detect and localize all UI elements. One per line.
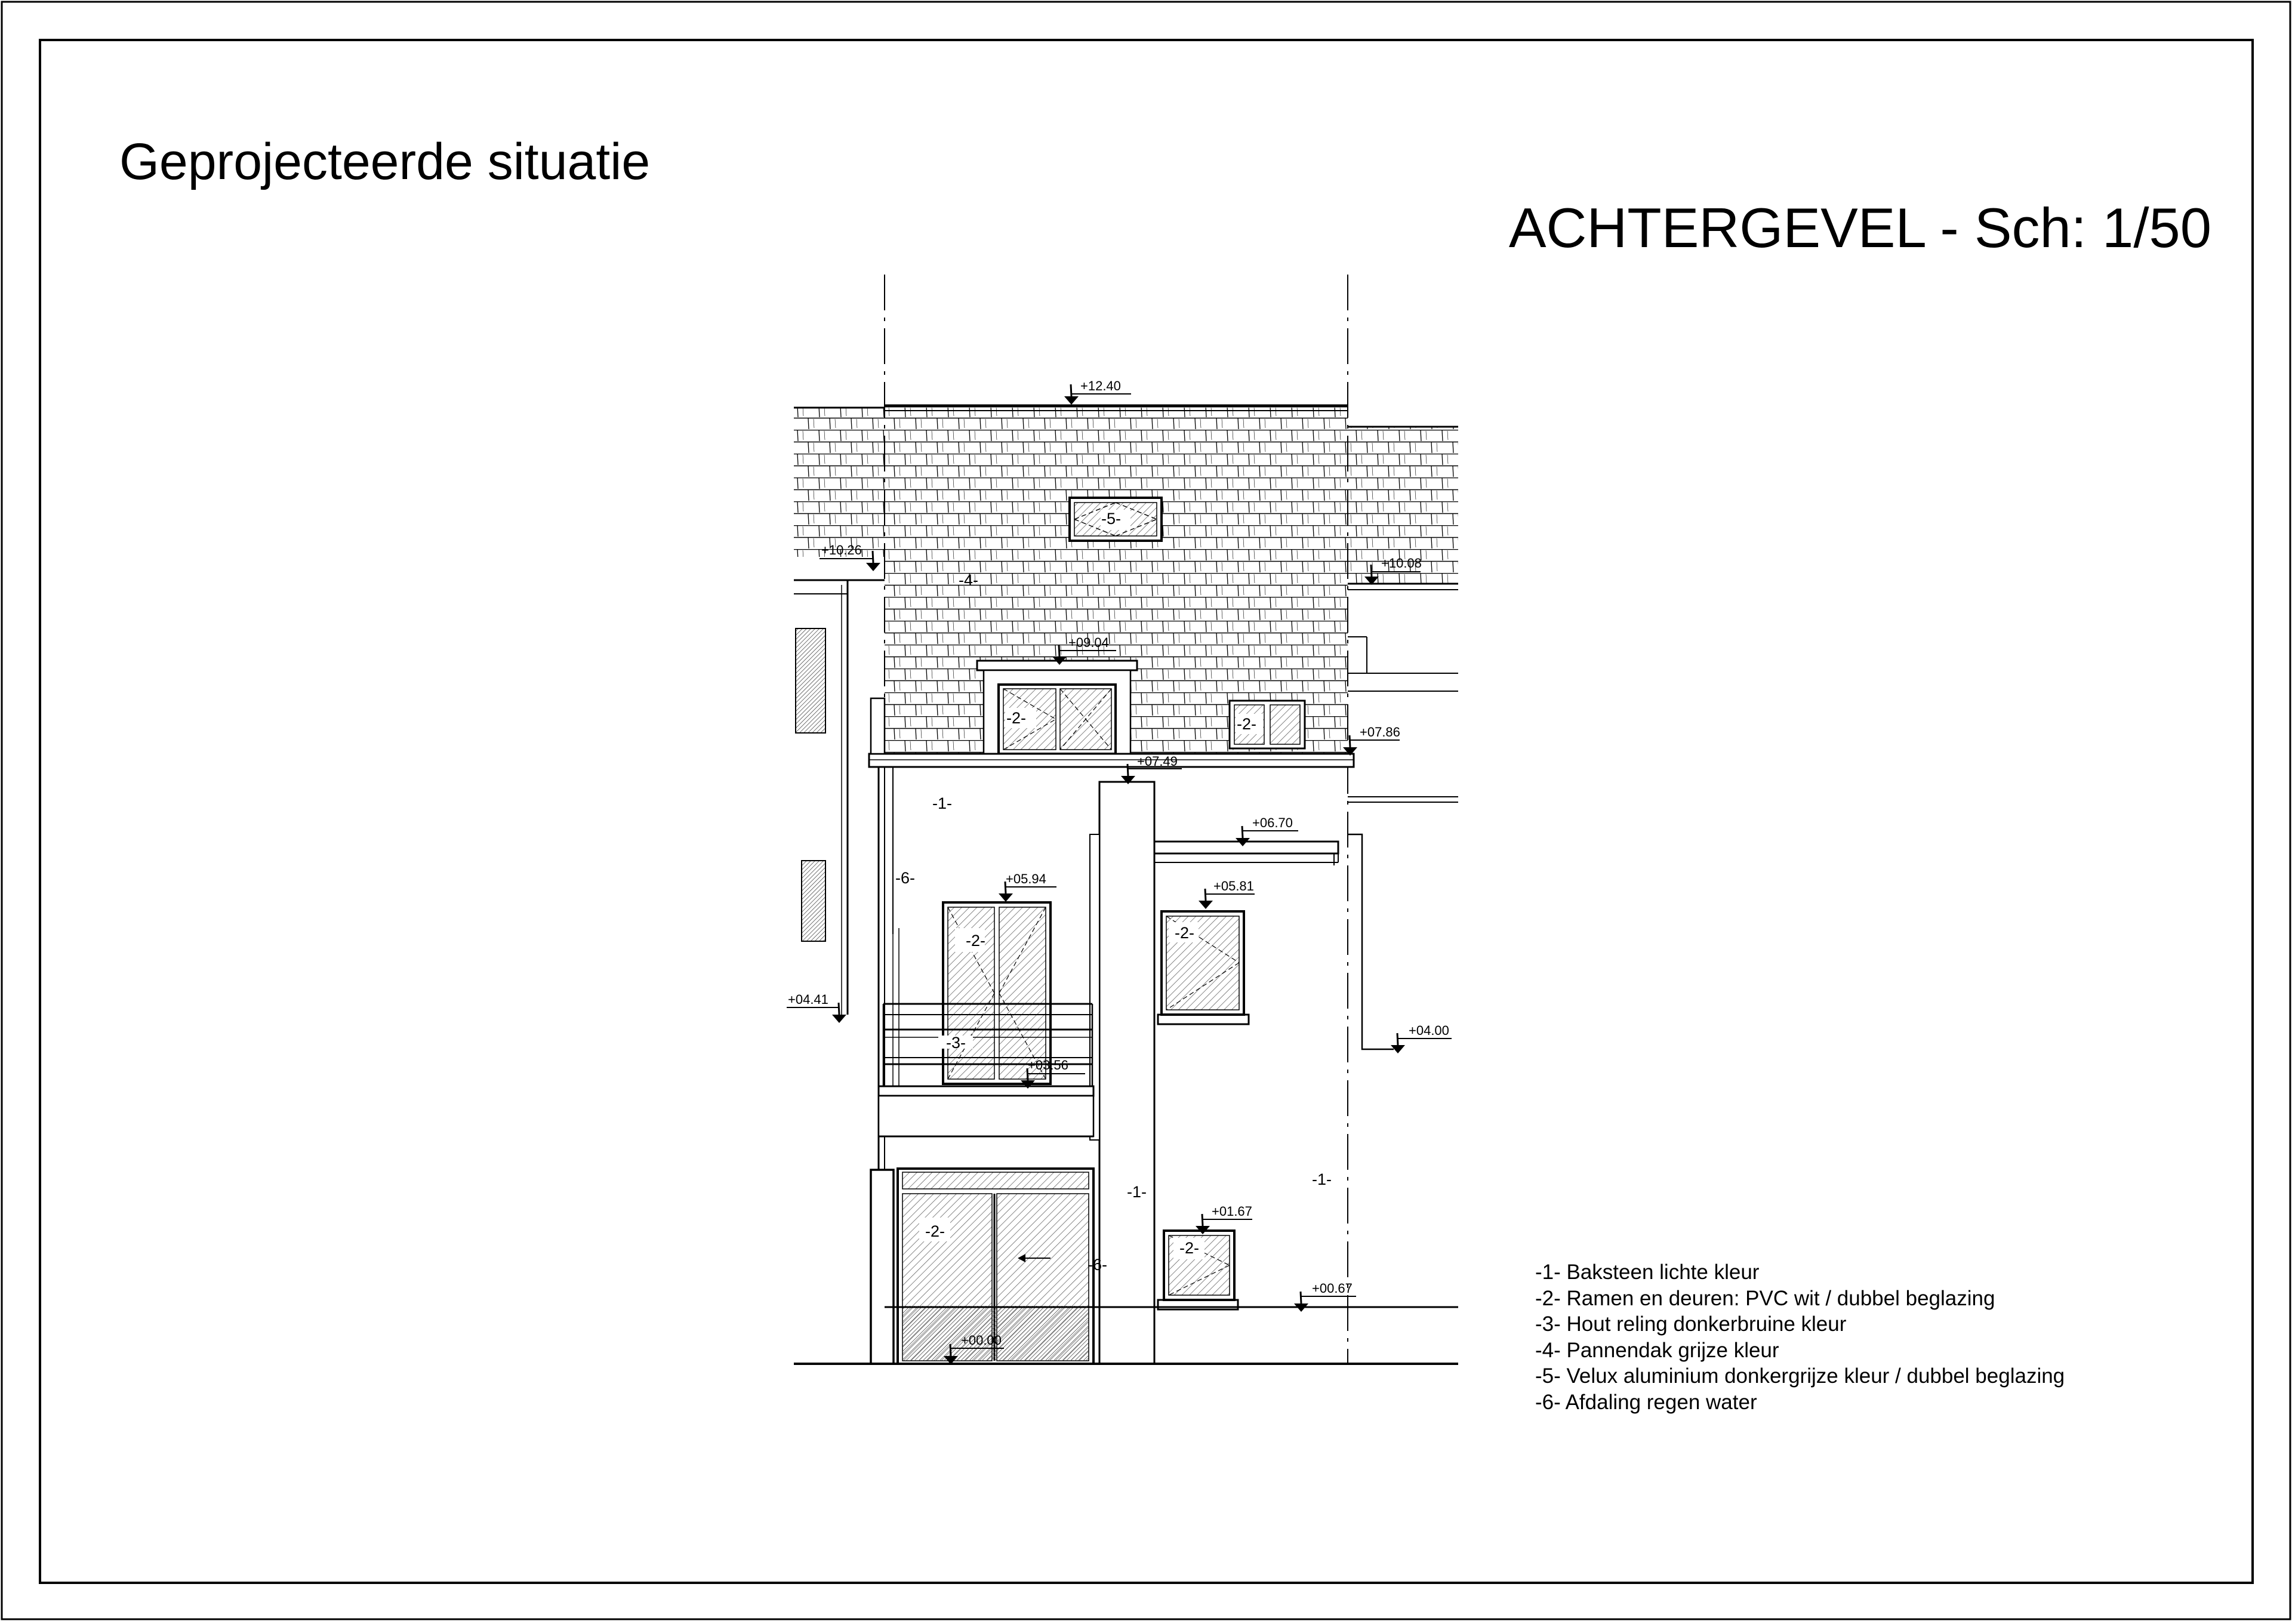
- legend-item-roof: -4- Pannendak grijze kleur: [1535, 1338, 1779, 1362]
- level-label: +01.67: [1212, 1204, 1252, 1219]
- tag-downpipe-lower: -6-: [1088, 1256, 1107, 1274]
- tag-brick-upper: -1-: [932, 794, 952, 812]
- balcony-slab: [879, 1086, 1093, 1136]
- level-label: +10.08: [1381, 556, 1422, 571]
- tag-railing: -3-: [946, 1034, 966, 1052]
- level-label: +06.70: [1252, 815, 1293, 830]
- window-right-upper: [1158, 911, 1249, 1024]
- tag-brick-pillar: -1-: [1127, 1183, 1147, 1201]
- level-label: +04.00: [1409, 1023, 1449, 1038]
- level-label: +10.26: [821, 543, 862, 557]
- level-label: +00.00: [961, 1333, 1002, 1348]
- level-label: +05.81: [1213, 879, 1254, 893]
- balcony-door: [943, 902, 1050, 1084]
- level-label: +00.67: [1312, 1281, 1353, 1296]
- tag-velux: -5-: [1101, 510, 1121, 528]
- chimney-stub: [871, 698, 885, 754]
- tag-window-right-upper: -2-: [1175, 924, 1194, 942]
- drawing-title: ACHTERGEVEL - Sch: 1/50: [1508, 196, 2211, 259]
- legend-item-downpipe: -6- Afdaling regen water: [1535, 1390, 1757, 1414]
- tag-brick-right: -1-: [1312, 1170, 1332, 1188]
- level-marker-0594: [999, 871, 1056, 902]
- drawing-subtitle: Geprojecteerde situatie: [119, 133, 651, 190]
- level-label: +03.56: [1028, 1058, 1068, 1073]
- legend-item-windows: -2- Ramen en deuren: PVC wit / dubbel beglazing: [1535, 1286, 1995, 1310]
- tag-window-right-lower: -2-: [1179, 1239, 1199, 1257]
- level-label: +05.94: [1006, 871, 1046, 886]
- legend-item-railing: -3- Hout reling donkerbruine kleur: [1535, 1312, 1847, 1336]
- level-marker-0356: [1021, 1058, 1085, 1089]
- level-label: +07.86: [1360, 725, 1400, 739]
- legend-item-brick: -1- Baksteen lichte kleur: [1535, 1261, 1760, 1284]
- level-label: +12.40: [1080, 378, 1121, 393]
- tag-sliding-door: -2-: [925, 1222, 945, 1240]
- level-marker-0786: [1343, 725, 1400, 756]
- level-marker-0581: [1199, 879, 1255, 909]
- tag-window-dormer: -2-: [1006, 709, 1026, 727]
- level-marker-0400: [1391, 1023, 1452, 1053]
- tag-window-roof-small: -2-: [1237, 715, 1256, 733]
- tag-roof: -4-: [959, 571, 978, 589]
- level-marker-0441: [787, 992, 846, 1023]
- legend-item-velux: -5- Velux aluminium donkergrijze kleur / dubbel beglazing: [1535, 1364, 2065, 1388]
- level-label: +07.49: [1137, 754, 1178, 769]
- material-legend: [1535, 1259, 2065, 1415]
- tag-downpipe-upper: -6-: [895, 869, 915, 887]
- right-neighbour-structures: [1334, 637, 1458, 1049]
- tag-window-balcony: -2-: [966, 932, 985, 950]
- level-marker-1240: [1064, 378, 1131, 405]
- level-label: +09.04: [1068, 635, 1109, 650]
- level-label: +04.41: [788, 992, 828, 1007]
- left-neighbour-wall: [794, 580, 848, 1015]
- eaves-gutter: [869, 754, 1354, 767]
